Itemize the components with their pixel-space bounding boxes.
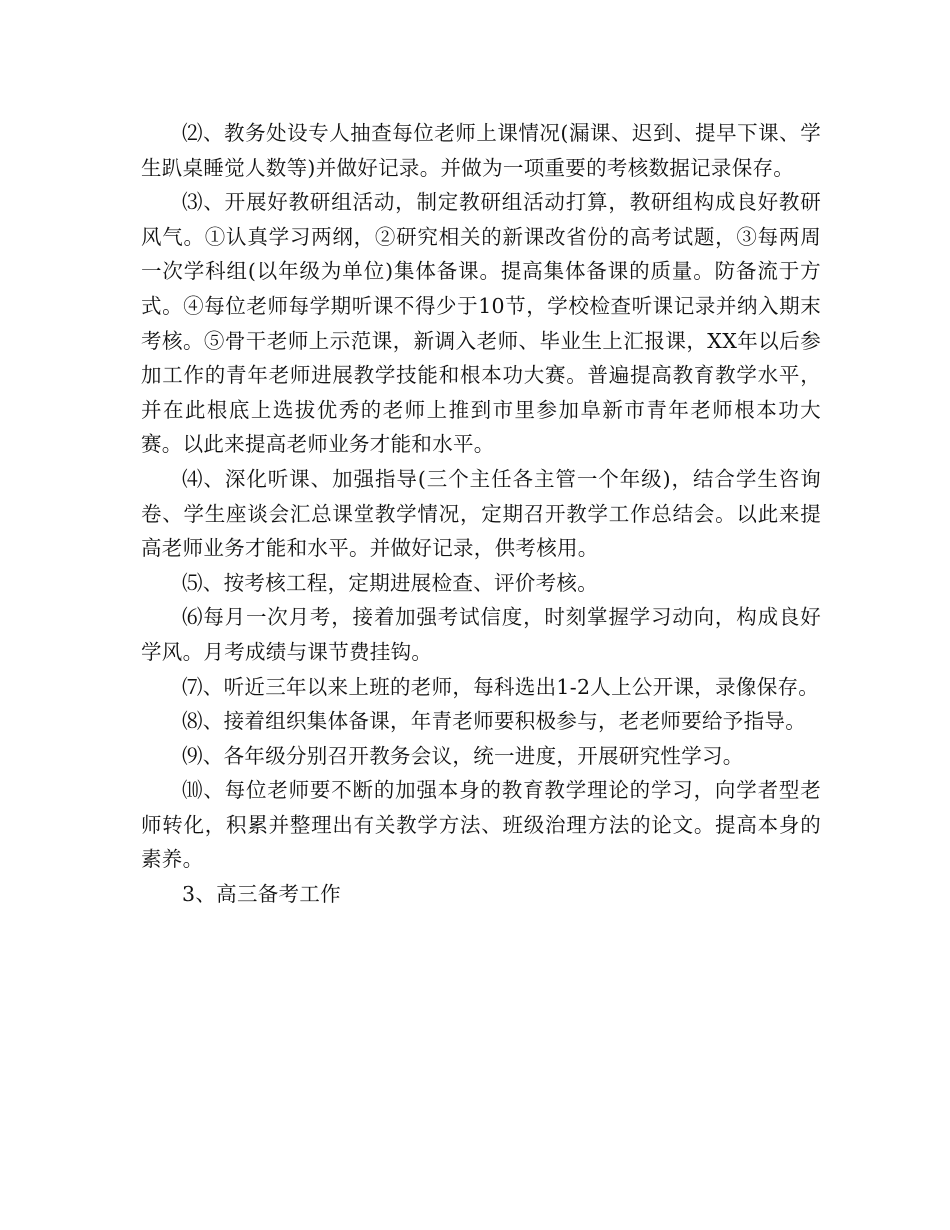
paragraph-6-monthly-exam: ⑹每月一次月考，接着加强考试信度，时刻掌握学习动向，构成良好学风。月考成绩与课节费挂钩。 bbox=[141, 605, 821, 664]
section-heading-senior-three: 3、高三备考工作 bbox=[182, 882, 341, 907]
paragraph-10-teacher-study: ⑽、每位老师要不断的加强本身的教育教学理论的学习，向学者型老师转化，积累并整理出有关教学方法、班级治理方法的论文。提高本身的素养。 bbox=[141, 778, 821, 872]
paragraph-8-collective-prep: ⑻、接着组织集体备课，年青老师要积极参与，老老师要给予指导。 bbox=[182, 709, 806, 734]
paragraph-3-research-group: ⑶、开展好教研组活动，制定教研组活动打算，教研组构成良好教研风气。①认真学习两纲，②研究相关的新课改省份的高考试题，③每两周一次学科组(以年级为单位)集体备课。提高集体备课的质量。防备流于方式。④每位老师每学期听课不得少于10节，学校检查听课记录并纳入期末考核。⑤骨干老师上示范课，新调入老师、毕业生上汇报课，XX年以后参加工作的青年老师进展教学技能和根本功大赛。普遍提高教育教学水平，并在此根底上选拔优秀的老师上推到市里参加阜新市青年老师根本功大赛。以此来提高老师业务才能和水平。 bbox=[141, 190, 821, 457]
paragraph-7-open-class: ⑺、听近三年以来上班的老师，每科选出1-2人上公开课，录像保存。 bbox=[182, 674, 820, 699]
document-body bbox=[141, 116, 821, 912]
paragraph-4-lesson-observation: ⑷、深化听课、加强指导(三个主任各主管一个年级)，结合学生咨询卷、学生座谈会汇总课堂教学情况，定期召开教学工作总结会。以此来提高老师业务才能和水平。并做好记录，供考核用。 bbox=[141, 466, 821, 561]
paragraph-5-assessment: ⑸、按考核工程，定期进展检查、评价考核。 bbox=[182, 570, 598, 595]
paragraph-2-class-inspection: ⑵、教务处设专人抽查每位老师上课情况(漏课、迟到、提早下课、学生趴桌睡觉人数等)并做好记录。并做为一项重要的考核数据记录保存。 bbox=[141, 121, 821, 180]
paragraph-9-grade-meeting: ⑼、各年级分别召开教务会议，统一进度，开展研究性学习。 bbox=[182, 743, 744, 768]
